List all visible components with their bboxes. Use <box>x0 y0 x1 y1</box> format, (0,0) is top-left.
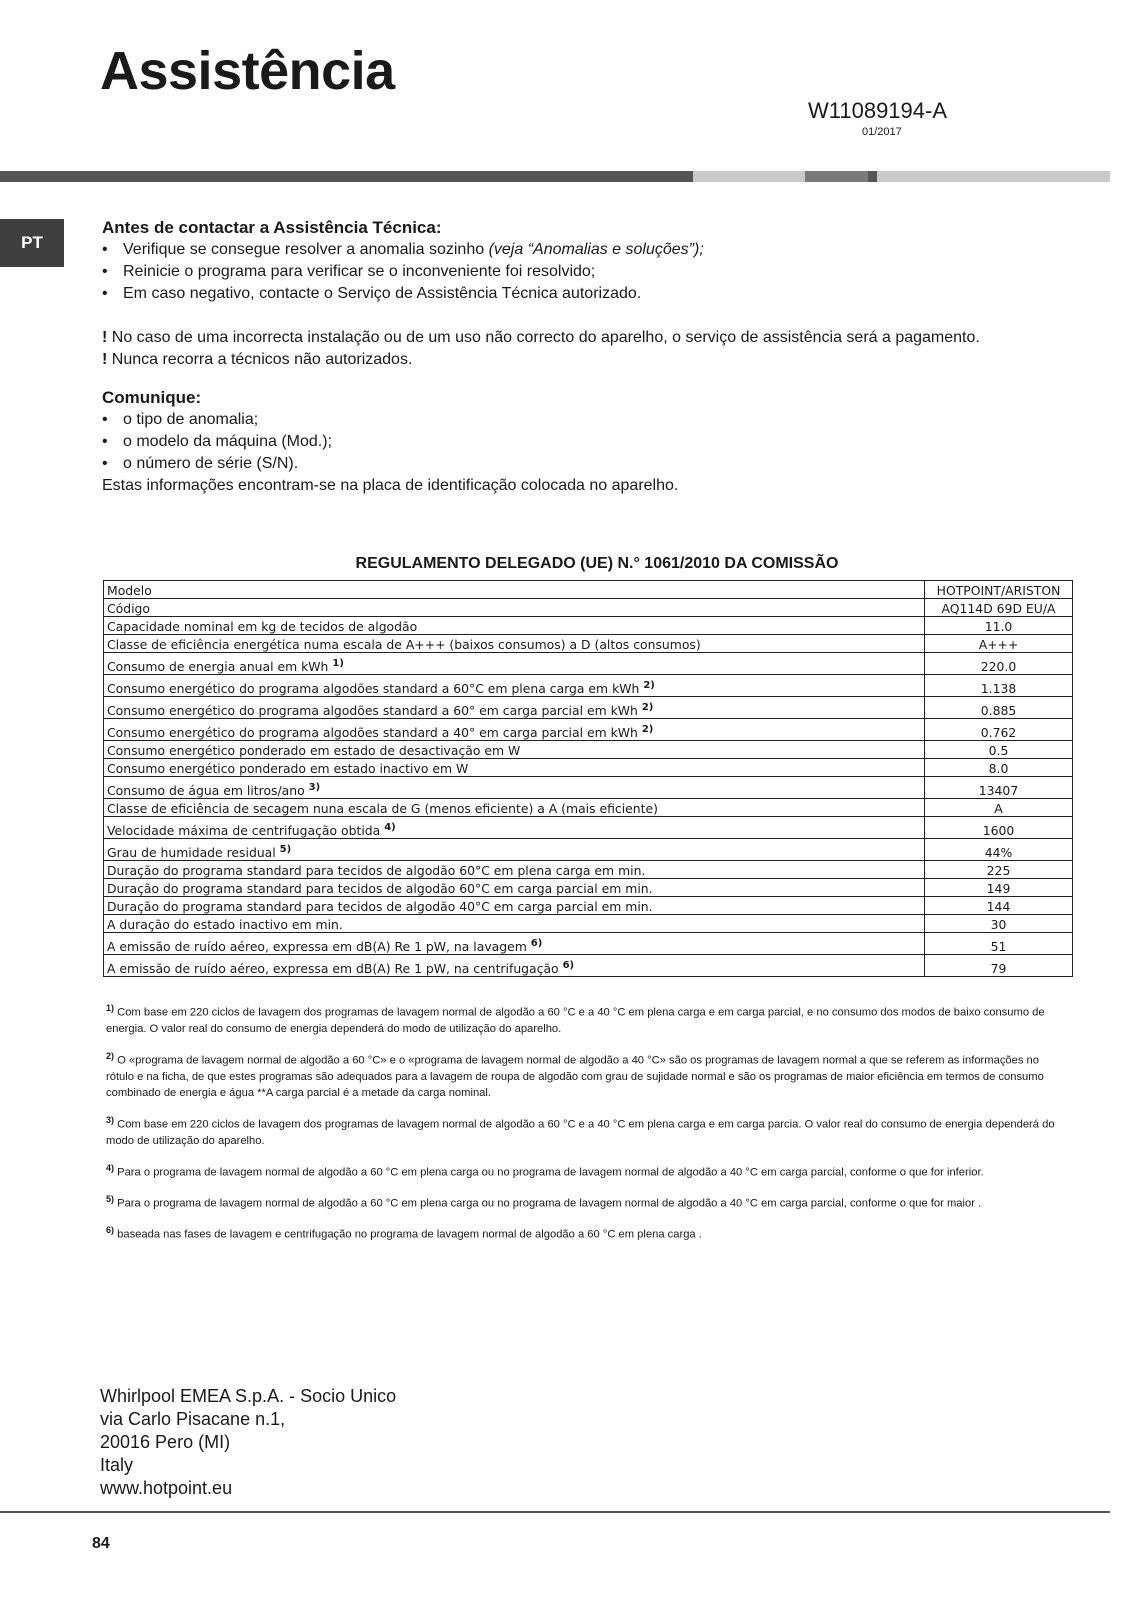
row-label-text: Duração do programa standard para tecidos de algodão 60°C em plena carga em min. <box>107 863 646 878</box>
footnote-text: Com base em 220 ciclos de lavagem dos programas de lavagem normal de algodão a 60 °C e a 40 °C em plena carga e em carga parcial, e no consumo dos modos de baixo consumo de energia. O valor real do consumo de energia dependerá do modo de utilização do aparelho. <box>106 1006 1045 1036</box>
warning-unauthorized <box>102 349 1092 371</box>
table-row <box>104 879 1073 897</box>
footnote <box>106 1112 1066 1150</box>
regulation-table <box>103 580 1073 977</box>
footnote <box>106 1191 1066 1212</box>
footnote-text: O «programa de lavagem normal de algodão a 60 °C» e o «programa de lavagem normal de algodão a 40 °C» são os programas de lavagem normal a que se referem as informações no rótulo e na ficha, de que estes programas são adequados para a lavagem de roupa de algodão com grau de sujidade normal e são os programas de maior eficiência em termos de consumo combinado de energia e água **A carga parcial é a metade da carga nominal. <box>106 1054 1044 1100</box>
row-label <box>104 675 925 697</box>
row-value: 8.0 <box>925 759 1073 777</box>
row-label-text: Classe de eficiência energética numa escala de A+++ (baixos consumos) a D (altos consumos) <box>107 637 701 652</box>
header-bar-segment-1 <box>0 171 693 182</box>
communicate-list <box>102 409 1092 475</box>
row-value: HOTPOINT/ARISTON <box>925 581 1073 599</box>
header-bar-segment-2 <box>693 171 805 182</box>
footnote-number: 6) <box>106 1225 115 1236</box>
footnote <box>106 1160 1066 1181</box>
table-row <box>104 653 1073 675</box>
row-value: 225 <box>925 861 1073 879</box>
row-label-text: Classe de eficiência de secagem nuna escala de G (menos eficiente) a A (mais eficiente) <box>107 801 658 816</box>
address-street: via Carlo Pisacane n.1, <box>100 1409 286 1429</box>
footnote-text: baseada nas fases de lavagem e centrifugação no programa de lavagem normal de algodão a 60 °C em plena carga . <box>117 1228 702 1241</box>
footer-divider <box>0 1511 1110 1513</box>
warning-mark: ! <box>102 351 108 368</box>
row-label <box>104 697 925 719</box>
row-value: A <box>925 799 1073 817</box>
row-value: 1.138 <box>925 675 1073 697</box>
row-value: 1600 <box>925 817 1073 839</box>
company-address <box>100 1385 396 1500</box>
before-contact-list <box>102 239 1092 305</box>
row-value: 0.885 <box>925 697 1073 719</box>
row-label-text: Consumo energético do programa algodões standard a 60°C em plena carga em kWh <box>107 681 640 696</box>
row-value: 220.0 <box>925 653 1073 675</box>
warning-mark: ! <box>102 329 108 346</box>
footnote <box>106 1222 1066 1243</box>
row-label-text: Consumo energético ponderado em estado inactivo em W <box>107 761 469 776</box>
row-value: A+++ <box>925 635 1073 653</box>
footnote-ref: 2) <box>641 723 654 735</box>
company-name: Whirlpool EMEA S.p.A. - Socio Unico <box>100 1386 397 1406</box>
page-number: 84 <box>92 1535 110 1552</box>
footnote <box>106 1048 1066 1102</box>
row-label-text: Consumo de água em litros/ano <box>107 783 305 798</box>
footnote-ref: 6) <box>530 937 543 949</box>
header-bar-segment-3 <box>805 171 868 182</box>
row-label <box>104 719 925 741</box>
row-label-text: Grau de humidade residual <box>107 845 276 860</box>
footnote-text: Para o programa de lavagem normal de algodão a 60 °C em plena carga ou no programa de lavagem normal de algodão a 40 °C em carga parcial, conforme o que for inferior. <box>117 1166 984 1179</box>
footnote-ref: 2) <box>641 701 654 713</box>
row-label <box>104 955 925 977</box>
warning-text: No caso de uma incorrecta instalação ou de um uso não correcto do aparelho, o serviço de assistência será a pagamento. <box>111 329 980 346</box>
table-row <box>104 635 1073 653</box>
document-code: W11089194-A <box>808 98 948 123</box>
page-title: Assistência <box>100 41 395 101</box>
footnote <box>106 1000 1066 1038</box>
table-row <box>104 617 1073 635</box>
list-item: • o modelo da máquina (Mod.); <box>102 431 1092 453</box>
table-row <box>104 955 1073 977</box>
row-label <box>104 777 925 799</box>
table-row <box>104 741 1073 759</box>
document-date: 01/2017 <box>862 126 902 138</box>
header-bar-segment-5 <box>877 171 1110 182</box>
row-value: 149 <box>925 879 1073 897</box>
table-row <box>104 799 1073 817</box>
communicate-heading: Comunique: <box>102 388 202 407</box>
row-value: 79 <box>925 955 1073 977</box>
row-label-text: Consumo de energia anual em kWh <box>107 659 329 674</box>
footnote-ref: 3) <box>308 781 321 793</box>
table-row <box>104 719 1073 741</box>
row-value: 30 <box>925 915 1073 933</box>
table-row <box>104 697 1073 719</box>
row-label-text: Consumo energético do programa algodões standard a 40° em carga parcial em kWh <box>107 725 638 740</box>
table-row <box>104 581 1073 599</box>
header-bar-segment-4 <box>868 171 877 182</box>
footnote-ref: 2) <box>643 679 655 691</box>
row-label <box>104 741 925 759</box>
list-item-reference: (veja “Anomalias e soluções”); <box>488 241 704 258</box>
list-item-text: Verifique se consegue resolver a anomalia sozinho <box>123 241 489 258</box>
table-row <box>104 675 1073 697</box>
row-value: 0.5 <box>925 741 1073 759</box>
footnote-ref: 1) <box>332 657 344 669</box>
before-contact-heading: Antes de contactar a Assistência Técnica: <box>102 218 442 237</box>
table-row <box>104 897 1073 915</box>
row-label <box>104 879 925 897</box>
row-label <box>104 759 925 777</box>
row-label <box>104 799 925 817</box>
row-label-text: Modelo <box>107 583 152 598</box>
list-item: • o número de série (S/N). <box>102 453 1092 475</box>
row-label-text: A duração do estado inactivo em min. <box>107 917 343 932</box>
assistance-content <box>102 217 1092 497</box>
row-label-text: Consumo energético do programa algodões standard a 60° em carga parcial em kWh <box>107 703 638 718</box>
row-label-text: A emissão de ruído aéreo, expressa em dB(A) Re 1 pW, na centrifugação <box>107 961 559 976</box>
table-row <box>104 861 1073 879</box>
table-row <box>104 933 1073 955</box>
row-label-text: Duração do programa standard para tecidos de algodão 60°C em carga parcial em min. <box>107 881 653 896</box>
address-city: 20016 Pero (MI) <box>100 1432 231 1452</box>
row-value: 51 <box>925 933 1073 955</box>
list-item: • Em caso negativo, contacte o Serviço de Assistência Técnica autorizado. <box>102 283 1092 305</box>
table-row <box>104 839 1073 861</box>
row-value: 144 <box>925 897 1073 915</box>
footnote-ref: 5) <box>279 843 292 855</box>
table-row <box>104 915 1073 933</box>
row-label <box>104 653 925 675</box>
row-label <box>104 897 925 915</box>
row-label-text: Código <box>107 601 150 616</box>
company-website: www.hotpoint.eu <box>100 1478 233 1498</box>
row-value: 11.0 <box>925 617 1073 635</box>
row-label-text: Velocidade máxima de centrifugação obtida <box>107 823 381 838</box>
row-label <box>104 635 925 653</box>
list-item: • Reinicie o programa para verificar se o inconveniente foi resolvido; <box>102 261 1092 283</box>
row-value: 44% <box>925 839 1073 861</box>
row-value: AQ114D 69D EU/A <box>925 599 1073 617</box>
footnote-number: 2) <box>106 1050 115 1061</box>
table-row <box>104 759 1073 777</box>
footnote-ref: 4) <box>384 821 396 833</box>
row-label <box>104 599 925 617</box>
address-country: Italy <box>100 1455 134 1475</box>
warning-text: Nunca recorra a técnicos não autorizados. <box>111 351 413 368</box>
list-item <box>102 239 1092 261</box>
regulation-title: REGULAMENTO DELEGADO (UE) N.° 1061/2010 DA COMISSÃO <box>355 555 839 572</box>
footnote-number: 3) <box>106 1114 115 1125</box>
row-label <box>104 933 925 955</box>
footnote-number: 4) <box>106 1162 115 1173</box>
footnote-number: 5) <box>106 1193 115 1204</box>
footnotes <box>106 1000 1066 1253</box>
communicate-note: Estas informações encontram-se na placa de identificação colocada no aparelho. <box>102 477 679 494</box>
row-label <box>104 915 925 933</box>
row-label-text: Capacidade nominal em kg de tecidos de algodão <box>107 619 418 634</box>
list-item: • o tipo de anomalia; <box>102 409 1092 431</box>
table-row <box>104 599 1073 617</box>
row-label-text: A emissão de ruído aéreo, expressa em dB(A) Re 1 pW, na lavagem <box>107 939 527 954</box>
row-label-text: Duração do programa standard para tecidos de algodão 40°C em carga parcial em min. <box>107 899 653 914</box>
footnote-text: Com base em 220 ciclos de lavagem dos programas de lavagem normal de algodão a 60 °C e a 40 °C em plena carga e em carga parcia. O valor real do consumo de energia dependerá do modo de utilização do aparelho. <box>106 1118 1055 1148</box>
warning-paid-service <box>102 327 1092 349</box>
footnote-ref: 6) <box>562 959 575 971</box>
row-value: 13407 <box>925 777 1073 799</box>
footnote-number: 1) <box>106 1003 115 1013</box>
footnote-text: Para o programa de lavagem normal de algodão a 60 °C em plena carga ou no programa de lavagem normal de algodão a 40 °C em carga parcial, conforme o que for maior . <box>117 1197 982 1210</box>
row-value: 0.762 <box>925 719 1073 741</box>
row-label <box>104 817 925 839</box>
language-badge: PT <box>0 219 64 267</box>
table-row <box>104 817 1073 839</box>
row-label-text: Consumo energético ponderado em estado de desactivação em W <box>107 743 521 758</box>
row-label <box>104 581 925 599</box>
table-row <box>104 777 1073 799</box>
row-label <box>104 861 925 879</box>
row-label <box>104 839 925 861</box>
row-label <box>104 617 925 635</box>
